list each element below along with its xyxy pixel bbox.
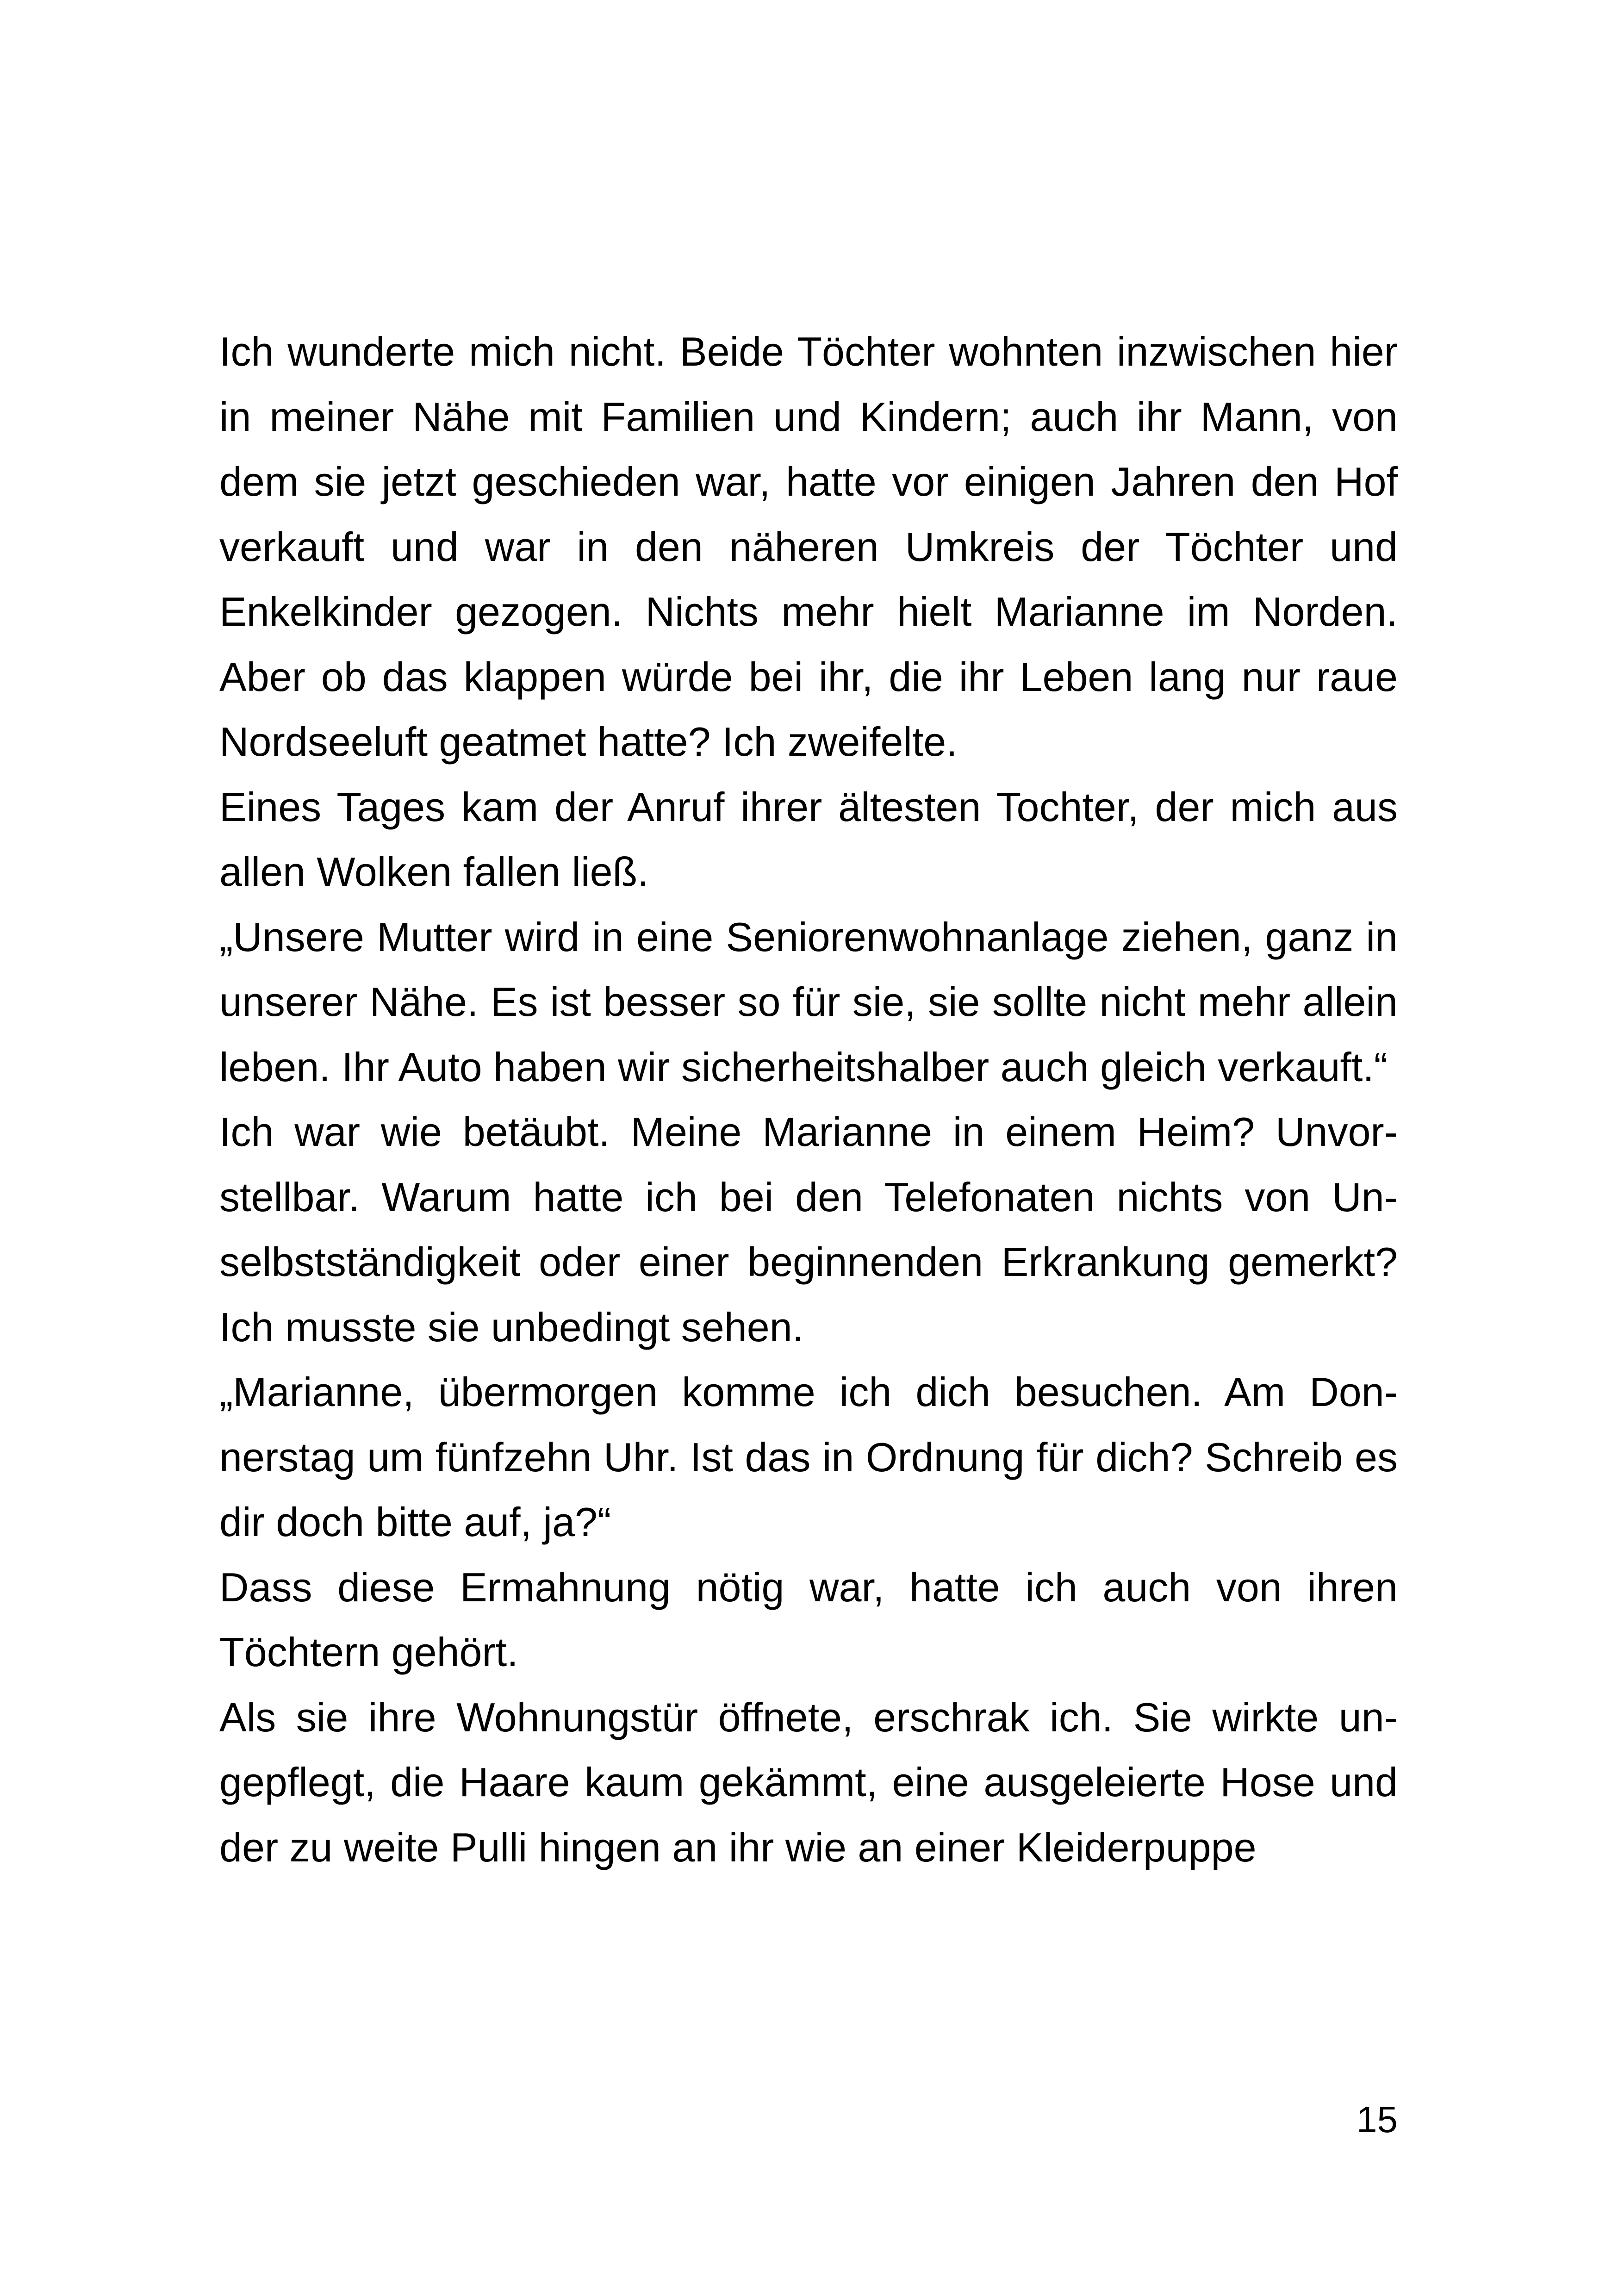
paragraph-2: Eines Tages kam der Anruf ihrer ältesten Tochter, der mich aus allen Wolken fallen ließ. [219, 784, 1398, 895]
paragraph-3: „Unsere Mutter wird in eine Seniorenwohnanlage ziehen, ganz in unserer Nähe. Es ist besser so für sie, sie sollte nicht mehr allein leben. Ihr Auto haben wir sicherheitshalber auch gleich verkauft.“ [219, 914, 1398, 1090]
paragraph-5: „Marianne, übermorgen komme ich dich besuchen. Am Donnerstag um fünfzehn Uhr. Ist das in Ordnung für dich? Schreib es dir doch bitte auf, ja?“ [219, 1369, 1398, 1545]
page-body [219, 319, 1398, 1880]
page-number: 15 [1357, 2099, 1398, 2140]
paragraph-7: Als sie ihre Wohnungstür öffnete, erschrak ich. Sie wirkte ungepflegt, die Haare kaum gekämmt, eine ausgeleierte Hose und der zu weite Pulli hingen an ihr wie an einer Kleiderpuppe [219, 1694, 1398, 1870]
paragraph-4: Ich war wie betäubt. Meine Marianne in einem Heim? Unvorstellbar. Warum hatte ich bei den Telefonaten nichts von Unselbstständigkeit oder einer beginnenden Erkrankung gemerkt? Ich musste sie unbedingt sehen. [219, 1109, 1398, 1350]
paragraph-6: Dass diese Ermahnung nötig war, hatte ich auch von ihren Töchtern gehört. [219, 1564, 1398, 1675]
paragraph-1: Ich wunderte mich nicht. Beide Töchter wohnten inzwischen hier in meiner Nähe mit Familien und Kindern; auch ihr Mann, von dem sie jetzt geschieden war, hatte vor einigen Jahren den Hof verkauft und war in den näheren Umkreis der Töchter und Enkelkinder gezogen. Nichts mehr hielt Marianne im Norden. Aber ob das klappen würde bei ihr, die ihr Leben lang nur raue Nordseeluft geatmet hatte? Ich zweifelte. [219, 329, 1398, 765]
